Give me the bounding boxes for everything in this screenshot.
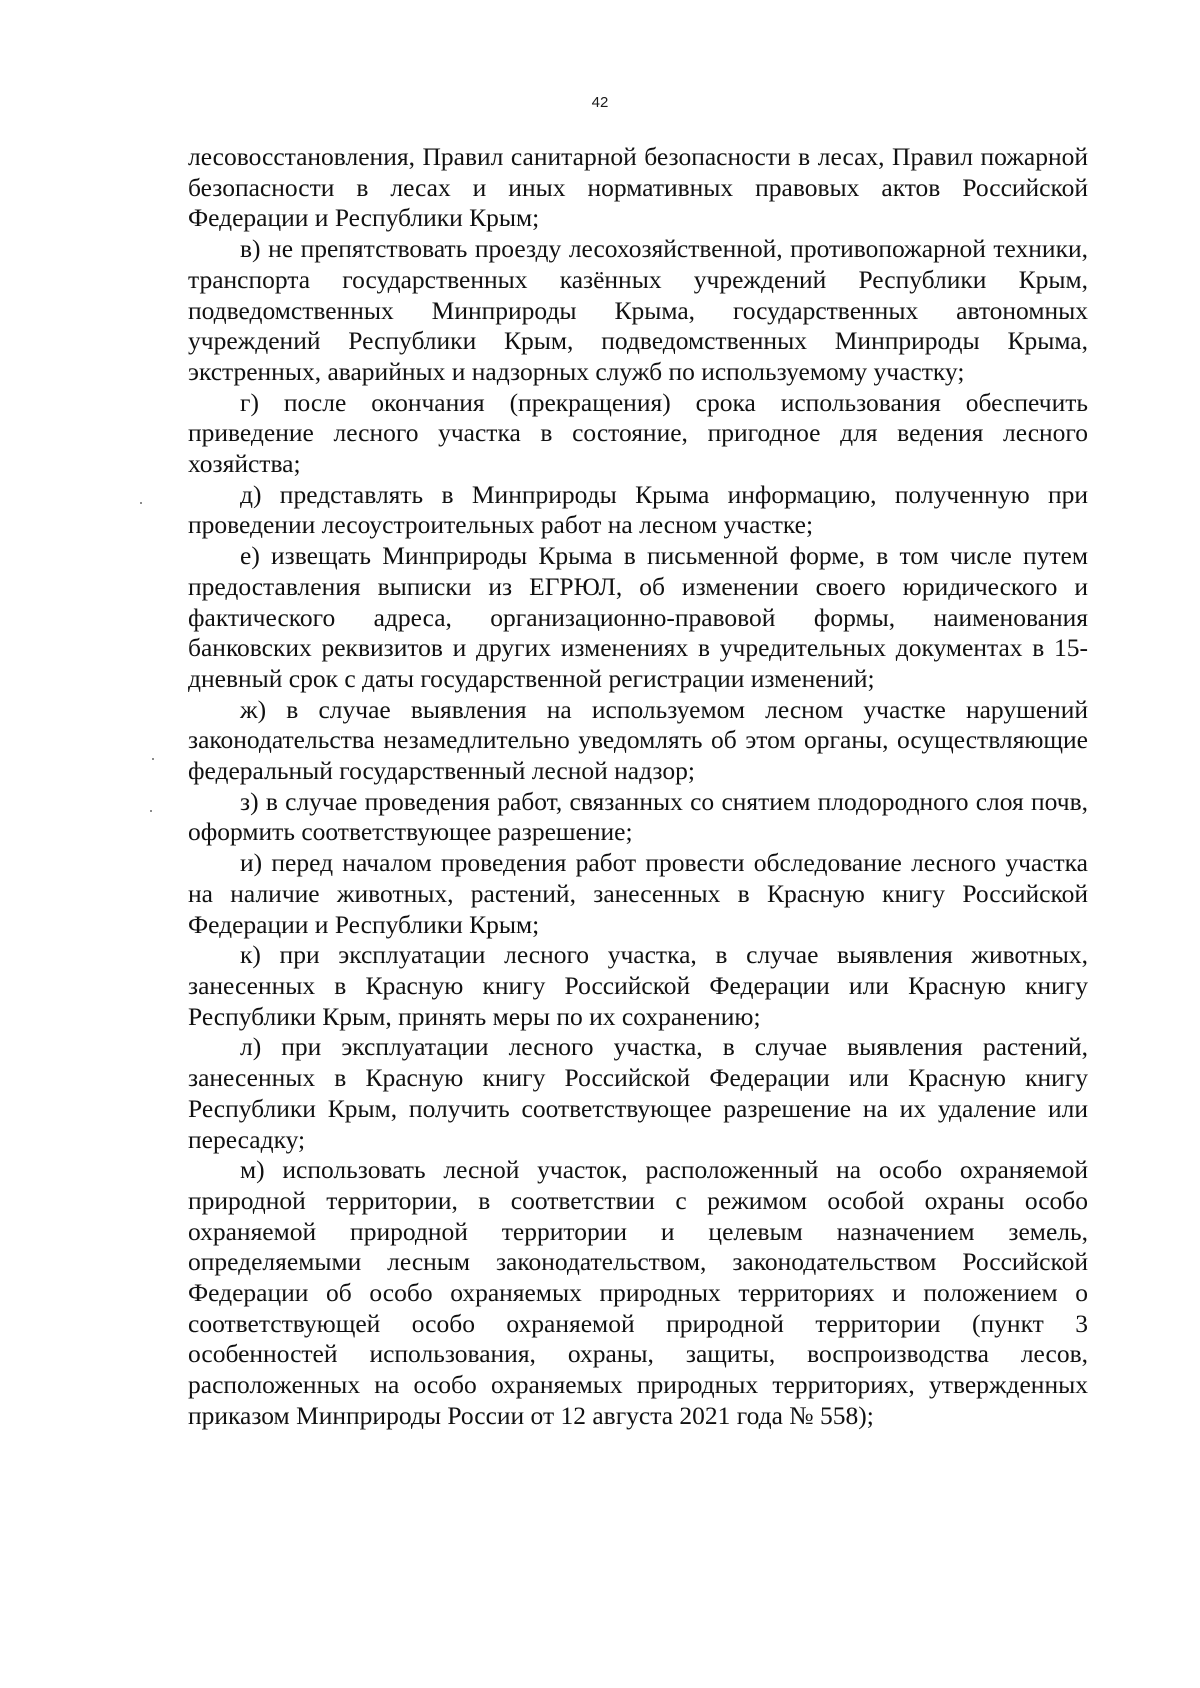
paragraph-item-z: з) в случае проведения работ, связанных со снятием плодородного слоя почв, оформить соответствующее разрешение;	[188, 786, 1088, 847]
paragraph-item-l: л) при эксплуатации лесного участка, в случае выявления растений, занесенных в Красную книгу Российской Федерации или Красную книгу Республики Крым, получить соответствующее разрешение на их удаление или пересадку;	[188, 1032, 1088, 1154]
scan-speck	[152, 758, 154, 760]
paragraph-item-i: и) перед началом проведения работ провести обследование лесного участка на наличие животных, растений, занесенных в Красную книгу Российской Федерации и Республики Крым;	[188, 848, 1088, 939]
paragraph-item-e: е) извещать Минприроды Крыма в письменной форме, в том числе путем предоставления выписки из ЕГРЮЛ, об изменении своего юридического и фактического адреса, организационно-правовой формы, наименования банковских реквизитов и других изменениях в учредительных документах в 15-дневный срок с даты государственной регистрации изменений;	[188, 541, 1088, 693]
paragraph-continuation: лесовосстановления, Правил санитарной безопасности в лесах, Правил пожарной безопасности в лесах и иных нормативных правовых актов Российской Федерации и Республики Крым;	[188, 142, 1088, 233]
page-number: 42	[591, 94, 609, 111]
scan-speck	[140, 502, 142, 504]
scan-speck	[150, 810, 152, 812]
paragraph-item-k: к) при эксплуатации лесного участка, в случае выявления животных, занесенных в Красную книгу Российской Федерации или Красную книгу Республики Крым, принять меры по их сохранению;	[188, 940, 1088, 1031]
paragraph-item-zh: ж) в случае выявления на используемом лесном участке нарушений законодательства незамедлительно уведомлять об этом органы, осуществляющие федеральный государственный лесной надзор;	[188, 694, 1088, 786]
paragraph-item-v: в) не препятствовать проезду лесохозяйственной, противопожарной техники, транспорта государственных казённых учреждений Республики Крым, подведомственных Минприроды Крыма, государственных автономных учреждений Республики Крым, подведомственных Минприроды Крыма, экстренных, аварийных и надзорных служб по используемому участку;	[188, 234, 1088, 386]
paragraph-item-d: д) представлять в Минприроды Крыма информацию, полученную при проведении лесоустроительных работ на лесном участке;	[188, 479, 1088, 540]
paragraph-item-g: г) после окончания (прекращения) срока использования обеспечить приведение лесного участка в состояние, пригодное для ведения лесного хозяйства;	[188, 387, 1088, 479]
document-body	[188, 142, 1088, 1432]
paragraph-item-m: м) использовать лесной участок, расположенный на особо охраняемой природной территории, в соответствии с режимом особой охраны особо охраняемой природной территории и целевым назначением земель, определяемыми лесным законодательством, законодательством Российской Федерации об особо охраняемых природных территориях и положением о соответствующей особо охраняемой природной территории (пункт 3 особенностей использования, охраны, защиты, воспроизводства лесов, расположенных на особо охраняемых природных территориях, утвержденных приказом Минприроды России от 12 августа 2021 года № 558);	[188, 1155, 1088, 1430]
